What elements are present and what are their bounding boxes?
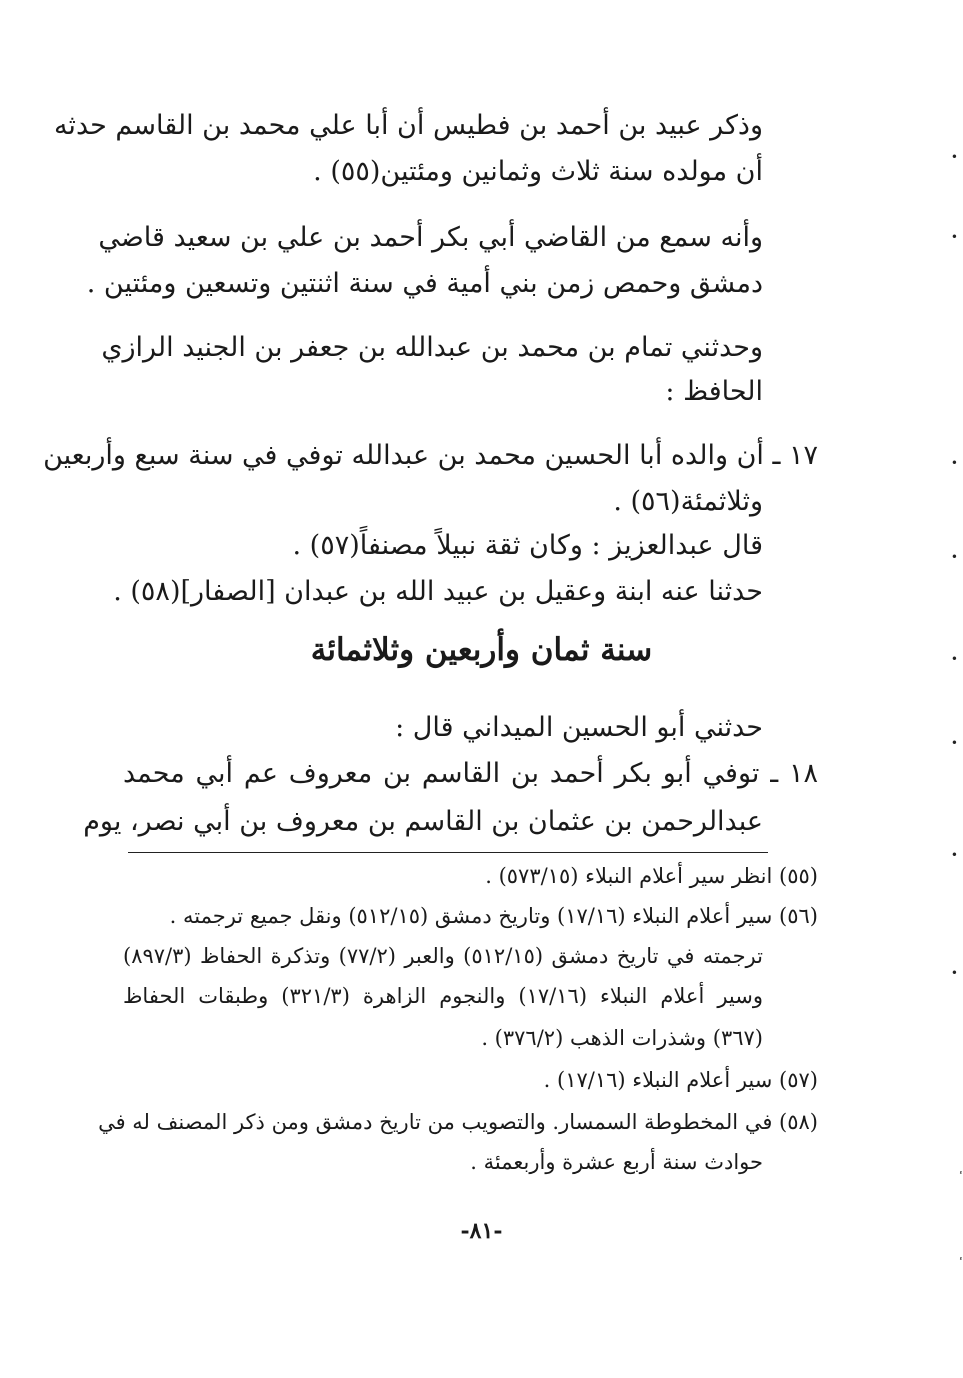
margin-mark: • <box>950 550 958 564</box>
footnote-58: (٥٨) في المخطوطة السمسار. والتصويب من تاريخ دمشق ومن ذكر المصنف له في <box>98 1110 818 1134</box>
margin-mark: • <box>950 736 958 750</box>
margin-mark <box>950 1172 958 1182</box>
entry-18-line: عبدالرحمن بن عثمان بن القاسم بن معروف بن أبي نصر، يوم <box>83 806 763 837</box>
entry-18-line: ١٨ ـ توفي أبو بكر أحمد بن القاسم بن معروف عم أبي محمد <box>123 758 818 789</box>
margin-mark <box>950 1248 958 1258</box>
footnote-56: (٥٦) سير أعلام النبلاء (١٧/١٦) وتاريخ دمشق (٥١٢/١٥) ونقل جميع ترجمته . <box>169 904 818 928</box>
entry-17-line: قال عبدالعزيز : وكان ثقة نبيلاً مصنفاً(٥٧) . <box>292 530 763 561</box>
paragraph-line: وحدثني تمام بن محمد بن عبدالله بن جعفر بن الجنيد الرازي <box>101 332 763 363</box>
paragraph-line: حدثني أبو الحسين الميداني قال : <box>395 712 763 743</box>
footnote-58-line: حوادث سنة أربع عشرة وأربعمئة . <box>470 1150 763 1174</box>
footnote-56-line: وسير أعلام النبلاء (١٧/١٦) والنجوم الزاهرة (٣٢١/٣) وطبقات الحفاظ <box>123 984 763 1008</box>
margin-mark: • <box>950 848 958 862</box>
page-number: -٨١- <box>460 1218 503 1244</box>
footnote-56-line: (٣٦٧) وشذرات الذهب (٣٧٦/٢) . <box>481 1026 763 1050</box>
margin-mark: • <box>950 150 958 164</box>
paragraph-line: دمشق وحمص زمن بني أمية في سنة اثنتين وتسعين ومئتين . <box>86 268 763 299</box>
margin-mark: • <box>950 230 958 244</box>
section-heading: سنة ثمان وأربعين وثلاثمائة <box>310 632 653 668</box>
footnote-57: (٥٧) سير أعلام النبلاء (١٧/١٦) . <box>543 1068 818 1092</box>
entry-17-line: حدثنا عنه ابنة وعقيل بن عبيد الله بن عبدان [الصفار](٥٨) . <box>113 576 763 607</box>
paragraph-line: الحافظ : <box>665 376 763 407</box>
footnote-separator <box>128 852 768 853</box>
margin-mark: • <box>950 456 958 470</box>
margin-mark: • <box>950 652 958 666</box>
margin-mark: • <box>950 966 958 980</box>
footnote-56-line: ترجمته في تاريخ دمشق (٥١٢/١٥) والعبر (٧٧/٢) وتذكرة الحفاظ (٨٩٧/٣) <box>123 944 763 968</box>
footnote-55: (٥٥) انظر سير أعلام النبلاء (٥٧٣/١٥) . <box>485 864 818 888</box>
entry-17-line: وثلاثمئة(٥٦) . <box>613 486 763 517</box>
entry-17-line: ١٧ ـ أن والده أبا الحسين محمد بن عبدالله توفي في سنة سبع وأربعين <box>43 440 818 471</box>
paragraph-line: وذكر عبيد بن أحمد بن فطيس أن أبا علي محمد بن القاسم حدثه <box>53 110 763 141</box>
paragraph-line: وأنه سمع من القاضي أبي بكر أحمد بن علي بن سعيد قاضي <box>98 222 763 253</box>
paragraph-line: أن مولده سنة ثلاث وثمانين ومئتين(٥٥) . <box>313 156 763 187</box>
